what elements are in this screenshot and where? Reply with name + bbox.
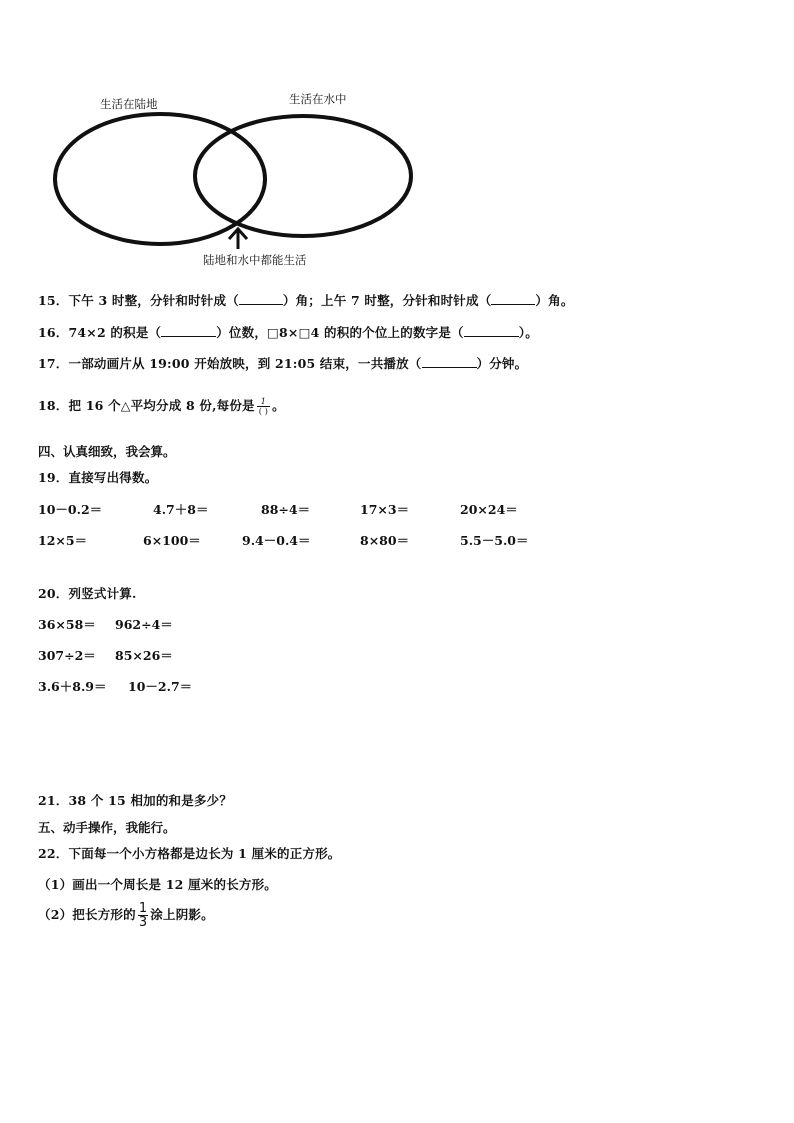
answer-blank[interactable] bbox=[239, 293, 283, 305]
question-20-title: 20．列竖式计算. bbox=[38, 586, 137, 601]
calc-item: 17×3＝ bbox=[360, 502, 410, 517]
up-arrow-icon bbox=[229, 229, 247, 249]
answer-blank[interactable] bbox=[422, 356, 477, 368]
calc-item: 88÷4＝ bbox=[261, 502, 311, 517]
calc-item: 10－0.2＝ bbox=[38, 502, 103, 517]
answer-blank[interactable] bbox=[491, 293, 535, 305]
calc-item: 3.6＋8.9＝ bbox=[38, 679, 107, 694]
question-21: 21．38 个 15 相加的和是多少？ bbox=[38, 793, 233, 808]
section-5-heading: 五、动手操作，我能行。 bbox=[38, 820, 176, 835]
calc-item: 4.7＋8＝ bbox=[153, 502, 209, 517]
calc-item: 962÷4＝ bbox=[115, 617, 173, 632]
answer-blank[interactable] bbox=[161, 325, 216, 337]
question-17: 17．一部动画片从 19:00 开始放映，到 21:05 结束，一共播放（ ）分钟。 bbox=[38, 356, 528, 371]
calc-item: 9.4－0.4＝ bbox=[242, 533, 311, 548]
calc-item: 20×24＝ bbox=[460, 502, 518, 517]
calc-item: 307÷2＝ bbox=[38, 648, 96, 663]
calc-item: 12×5＝ bbox=[38, 533, 88, 548]
venn-left-label: 生活在陆地 bbox=[100, 97, 158, 111]
calc-item: 6×100＝ bbox=[143, 533, 201, 548]
venn-right-label: 生活在水中 bbox=[289, 92, 347, 106]
question-16: 16．74×2 的积是（ ）位数，□8×□4 的积的个位上的数字是（ ）。 bbox=[38, 325, 538, 340]
calc-item: 10－2.7＝ bbox=[128, 679, 193, 694]
water-ellipse bbox=[195, 116, 411, 236]
calc-item: 85×26＝ bbox=[115, 648, 173, 663]
question-22-part-2: （2）把长方形的 $\frac{1}{3}$ 涂上阴影。 bbox=[38, 901, 214, 930]
answer-blank[interactable] bbox=[464, 325, 519, 337]
question-22-part-1: （1）画出一个周长是 12 厘米的长方形。 bbox=[38, 877, 277, 892]
question-15: 15．下午 3 时整，分针和时针成（ ）角；上午 7 时整，分针和时针成（ ）角。 bbox=[38, 293, 574, 308]
question-18: 18．把 16 个△平均分成 8 份,每份是 $\frac{1}{( )}$ 。 bbox=[38, 397, 285, 416]
venn-bottom-label: 陆地和水中都能生活 bbox=[203, 253, 307, 267]
fraction: $\frac{1}{3}$ bbox=[138, 901, 148, 930]
section-4-heading: 四、认真细致，我会算。 bbox=[38, 444, 176, 459]
calc-item: 36×58＝ bbox=[38, 617, 96, 632]
fraction: $\frac{1}{( )}$ bbox=[258, 397, 269, 416]
calc-item: 5.5－5.0＝ bbox=[460, 533, 529, 548]
venn-diagram bbox=[0, 0, 794, 280]
question-22-title: 22．下面每一个小方格都是边长为 1 厘米的正方形。 bbox=[38, 846, 341, 861]
calc-item: 8×80＝ bbox=[360, 533, 410, 548]
land-ellipse bbox=[55, 114, 265, 244]
question-19-title: 19．直接写出得数。 bbox=[38, 470, 158, 485]
